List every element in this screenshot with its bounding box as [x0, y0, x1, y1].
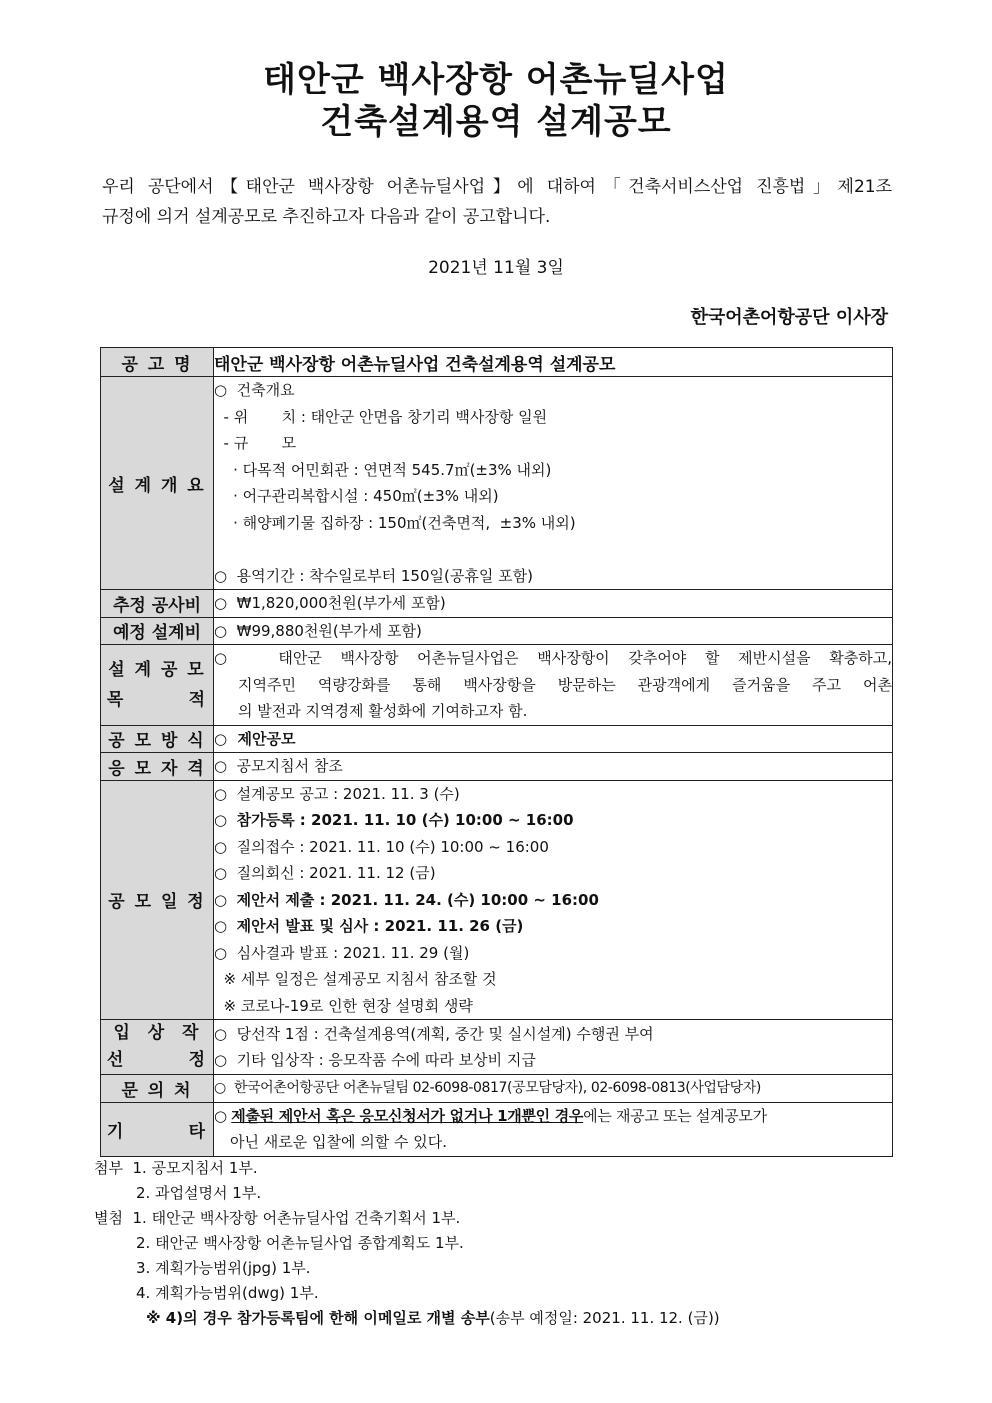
- label-contact: 문 의 처: [101, 1075, 214, 1103]
- row-est-cost: [101, 590, 893, 618]
- schedule-submission: 제안서 제출 : 2021. 11. 24. (수) 10:00 ~ 16:00: [236, 890, 599, 909]
- enclosure-1: 별첨 1. 태안군 백사장항 어촌뉴딜사업 건축기획서 1부.: [94, 1209, 461, 1227]
- schedule-line: ○ 설계공모 공고 : 2021. 11. 3 (수): [214, 784, 460, 803]
- intro-line-1: 우리 공단에서【태안군 백사장항 어촌뉴딜사업】에 대하여「건축서비스산업 진흥법」제21조: [102, 177, 892, 197]
- label-award: [101, 1020, 214, 1075]
- etc-rest: 에는 재공고 또는 설계공모가: [583, 1106, 767, 1125]
- overview-spacer: [214, 536, 892, 563]
- value-purpose: [214, 645, 893, 726]
- attachment-1: 첨부 1. 공모지침서 1부.: [94, 1159, 258, 1177]
- row-overview: [101, 377, 893, 590]
- overview-line: · 다목적 어민회관 : 연면적 545.7㎡(±3% 내외): [214, 460, 552, 479]
- label-design-fee: 예정 설계비: [101, 617, 214, 645]
- schedule-presentation: 제안서 발표 및 심사 : 2021. 11. 26 (금): [236, 917, 524, 935]
- row-method: [101, 725, 893, 753]
- value-qualification: [214, 753, 893, 781]
- schedule-line: ○ 질의회신 : 2021. 11. 12 (금): [214, 864, 436, 882]
- purpose-line: 지역주민 역량강화를 통해 백사장항을 방문하는 관광객에게 즐거움을 주고 어촌: [238, 675, 892, 694]
- label-qualification: 응 모 자 격: [101, 753, 214, 781]
- issuer: 한국어촌어항공단 이사장: [690, 307, 888, 328]
- qualification-text: ○ 공모지침서 참조: [214, 757, 343, 775]
- label-est-cost: 추정 공사비: [101, 590, 214, 618]
- value-contact: [214, 1075, 893, 1103]
- row-qualification: [101, 753, 893, 781]
- label-purpose: [101, 645, 214, 726]
- schedule-note: ※ 세부 일정은 설계공모 지침서 참조할 것: [214, 970, 497, 988]
- row-etc: [101, 1102, 893, 1156]
- schedule-note: ※ 코로나-19로 인한 현장 설명회 생략: [214, 996, 473, 1015]
- overview-line: · 해양폐기물 집하장 : 150㎡(건축면적, ±3% 내외): [214, 513, 576, 532]
- etc-line: [214, 1103, 892, 1130]
- attachment-2: 2. 과업설명서 1부.: [136, 1184, 262, 1202]
- title-line-1: 태안군 백사장항 어촌뉴딜사업: [263, 60, 729, 100]
- value-design-fee: [214, 617, 893, 645]
- etc-emphasis: 제출된 제안서 혹은 응모신청서가 없거나 1개뿐인 경우: [231, 1106, 584, 1125]
- enclosure-2: 2. 태안군 백사장항 어촌뉴딜사업 종합계획도 1부.: [136, 1234, 464, 1252]
- contact-text: ○ 한국어촌어항공단 어촌뉴딜팀 02-6098-0817(공모담당자), 02-6098-0813(사업담당자): [214, 1080, 761, 1096]
- purpose-label-2: 목 적: [106, 689, 208, 710]
- purpose-label-1: 설 계 공 모: [108, 659, 206, 680]
- enclosure-4: 4. 계획가능범위(dwg) 1부.: [136, 1284, 319, 1302]
- row-award: [101, 1020, 893, 1075]
- enclosure-note: [146, 1306, 720, 1331]
- schedule-bullet: ○: [214, 890, 237, 909]
- label-method: 공 모 방 식: [101, 725, 214, 753]
- purpose-line: ○ 태안군 백사장항 어촌뉴딜사업은 백사장항이 갖추어야 할 제반시설을 확충하고,: [214, 649, 892, 667]
- label-etc: 기 타: [101, 1102, 214, 1156]
- enclosure-note-bold: ※ 4)의 경우 참가등록팀에 한해 이메일로 개별 송부: [146, 1309, 490, 1327]
- value-etc: [214, 1102, 893, 1156]
- etc-line: 아닌 새로운 입찰에 의할 수 있다.: [230, 1133, 447, 1151]
- row-purpose: [101, 645, 893, 726]
- schedule-line: [214, 913, 892, 940]
- label-overview: 설 계 개 요: [101, 377, 214, 590]
- value-award: [214, 1020, 893, 1075]
- value-notice-name: 태안군 백사장항 어촌뉴딜사업 건축설계용역 설계공모: [214, 348, 893, 377]
- value-method: [214, 725, 893, 753]
- schedule-line: [214, 807, 892, 834]
- row-schedule: [101, 780, 893, 1020]
- award-line: ○ 당선작 1점 : 건축설계용역(계획, 중간 및 실시설계) 수행권 부여: [214, 1024, 654, 1043]
- award-label-2: 선 정: [106, 1050, 208, 1070]
- overview-line: - 위 치 : 태안군 안면읍 창기리 백사장항 일원: [214, 407, 548, 426]
- overview-line: · 어구관리복합시설 : 450㎡(±3% 내외): [214, 487, 499, 505]
- overview-line: ○ 용역기간 : 착수일로부터 150일(공휴일 포함): [214, 566, 533, 585]
- schedule-bullet: ○: [214, 917, 237, 935]
- intro-line-2: 규정에 의거 설계공모로 추진하고자 다음과 같이 공고합니다.: [102, 207, 551, 227]
- method-text: ○ 제안공모: [214, 729, 296, 748]
- enclosure-note-rest: (송부 예정일: 2021. 11. 12. (금)): [489, 1309, 720, 1327]
- schedule-line: ○ 질의접수 : 2021. 11. 10 (수) 10:00 ~ 16:00: [214, 837, 549, 856]
- label-notice-name: 공 고 명: [101, 348, 214, 377]
- notice-date: 2021년 11월 3일: [428, 258, 564, 278]
- schedule-bullet: ○: [214, 811, 237, 829]
- value-schedule: [214, 780, 893, 1020]
- est-cost-text: ○ ₩1,820,000천원(부가세 포함): [214, 594, 446, 612]
- label-schedule: 공 모 일 정: [101, 780, 214, 1020]
- notice-table: [100, 347, 893, 1157]
- row-design-fee: [101, 617, 893, 645]
- value-est-cost: [214, 590, 893, 618]
- row-notice-name: [101, 348, 893, 377]
- award-line: ○ 기타 입상작 : 응모작품 수에 따라 보상비 지급: [214, 1051, 536, 1069]
- etc-bullet: ○: [214, 1106, 232, 1125]
- overview-line: - 규 모: [214, 434, 297, 452]
- purpose-line: 의 발전과 지역경제 활성화에 기여하고자 함.: [238, 702, 528, 720]
- intro-paragraph: [102, 172, 892, 232]
- schedule-line: ○ 심사결과 발표 : 2021. 11. 29 (월): [214, 943, 470, 962]
- enclosure-3: 3. 계획가능범위(jpg) 1부.: [136, 1259, 311, 1277]
- row-contact: [101, 1075, 893, 1103]
- schedule-registration: 참가등록 : 2021. 11. 10 (수) 10:00 ~ 16:00: [236, 811, 574, 829]
- schedule-line: [214, 887, 892, 914]
- value-overview: [214, 377, 893, 590]
- overview-line: ○ 건축개요: [214, 381, 295, 399]
- award-label-1: 입 상 작: [113, 1023, 201, 1043]
- design-fee-text: ○ ₩99,880천원(부가세 포함): [214, 621, 422, 640]
- title-line-2: 건축설계용역 설계공모: [320, 102, 672, 142]
